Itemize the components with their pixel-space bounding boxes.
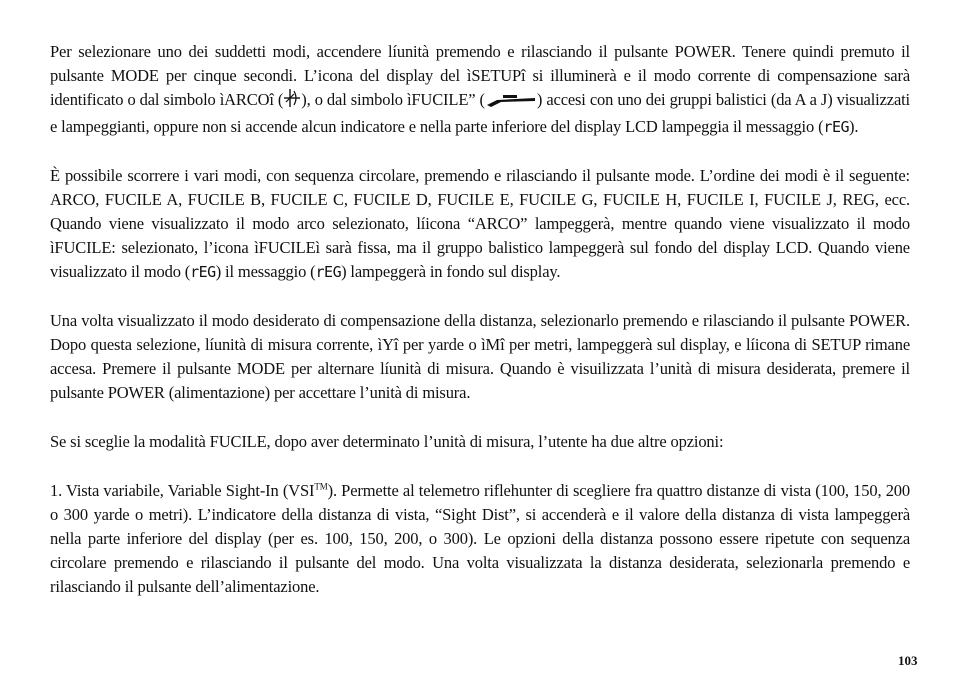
- paragraph-variable-sight-in: [50, 479, 910, 599]
- p1-text-a: Per selezionare uno dei suddetti modi, accendere líunità premendo e rilasciando il pulsante POWER. Tenere quindi premuto il pulsante MODE per cinque secondi. L’icona del display del ìSETUPî si illuminerà e il modo corrente di compensazione sarà identificato o dal simbolo ìARCOî (: [50, 42, 910, 109]
- paragraph-setup-mode: [50, 40, 910, 139]
- p1-text-c: ) accesi con uno dei gruppi balistici (da A a J) visualizzati e lampeggianti, oppure non si accende alcun indicatore e nella parte inferiore del display LCD lampeggia il messaggio (: [50, 90, 910, 136]
- p5-text-b: ). Permette al telemetro riflehunter di scegliere fra quattro distanze di vista (100, 150, 200 o 300 yarde o metri). L’indicatore della distanza di vista, “Sight Dist”, si accenderà e il valore della distanza di vista lampeggerà nella parte inferiore del display (per es. 100, 150, 200, o 300). Le opzioni della distanza possono essere ripetute con sequenza circolare premendo e rilasciando il pulsante del modo. Una volta visualizzata la distanza desiderata, selezionarla premendo e rilasciando il pulsante dell’alimentazione.: [50, 481, 911, 596]
- reg-lcd-message: rEG: [823, 118, 850, 136]
- paragraph-mode-cycle: [50, 164, 910, 284]
- manual-page-body: [50, 40, 910, 624]
- paragraph-unit-selection: Una volta visualizzato il modo desiderato di compensazione della distanza, selezionarlo premendo e rilasciando il pulsante POWER. Dopo questa selezione, líunità di misura corrente, ìYî per yarde o ìMî per metri, lampeggerà sul display, e líicona di SETUP rimane accesa. Premere il pulsante MODE per alternare líunità di misura. Quando è visuilizzata l’unità di misura desiderata, premere il pulsante POWER (alimentazione) per accettare l’unità di misura.: [50, 311, 910, 402]
- arc-icon: [283, 88, 301, 115]
- reg-lcd-message: rEG: [190, 263, 216, 281]
- paragraph-rifle-options: Se si sceglie la modalità FUCILE, dopo aver determinato l’unità di misura, l’utente ha due altre opzioni:: [50, 432, 724, 451]
- reg-lcd-message: rEG: [315, 263, 342, 281]
- p5-text-a: 1. Vista variabile, Variable Sight-In (VSI: [50, 481, 315, 500]
- p1-text-b: ), o dal simbolo ìFUCILE” (: [301, 90, 485, 109]
- p2-text-b: ) il messaggio (: [215, 262, 316, 281]
- trademark-symbol: TM: [314, 481, 328, 492]
- p2-text-a: È possibile scorrere i vari modi, con sequenza circolare, premendo e rilasciando il pulsante mode. L’ordine dei modi è il seguente: ARCO, FUCILE A, FUCILE B, FUCILE C, FUCILE D, FUCILE E, FUCILE G, FUCILE H, FUCILE I, FUCILE J, REG, ecc. Quando viene visualizzato il modo arco selezionato, líicona “ARCO” lampeggerà, mentre quando viene visualizzato il modo ìFUCILE: selezionato, l’icona ìFUCILEì sarà fissa, ma il gruppo balistico lampeggerà sul fondo del display LCD. Quando viene visualizzato il modo (: [50, 166, 910, 281]
- rifle-icon: [485, 91, 537, 115]
- p2-text-c: ) lampeggerà in fondo sul display.: [341, 262, 561, 281]
- p1-text-d: ).: [849, 117, 859, 136]
- page-number: 103: [898, 653, 918, 668]
